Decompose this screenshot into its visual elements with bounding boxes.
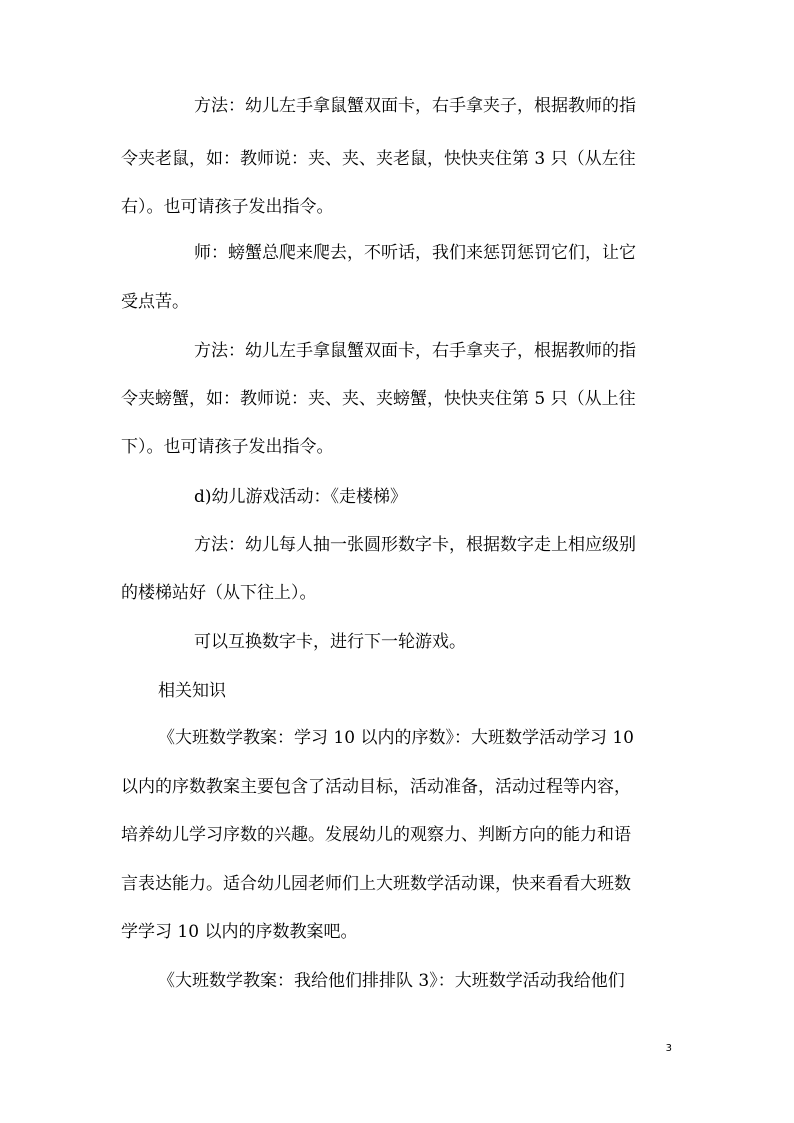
text-line: 方法：幼儿左手拿鼠蟹双面卡，右手拿夹子，根据教师的指 — [194, 96, 636, 116]
text-line: 受点苦。 — [121, 292, 189, 312]
text-line: d)幼儿游戏活动：《走楼梯》 — [194, 487, 408, 507]
text-line: 方法：幼儿左手拿鼠蟹双面卡，右手拿夹子，根据教师的指 — [194, 341, 636, 361]
text-line: 方法：幼儿每人抽一张圆形数字卡，根据数字走上相应级别 — [194, 535, 636, 555]
text-line: 《大班数学教案：我给他们排排队 3》：大班数学活动我给他们 — [158, 971, 625, 991]
text-line: 可以互换数字卡，进行下一轮游戏。 — [194, 632, 466, 652]
page-number: 3 — [665, 1043, 672, 1054]
text-line: 言表达能力。适合幼儿园老师们上大班数学活动课，快来看看大班数 — [121, 874, 631, 894]
text-line: 师：螃蟹总爬来爬去，不听话，我们来惩罚惩罚它们，让它 — [194, 243, 636, 263]
text-line: 令夹老鼠，如：教师说：夹、夹、夹老鼠，快快夹住第 3 只（从左往 — [121, 149, 636, 169]
text-line: 学学习 10 以内的序数教案吧。 — [121, 922, 358, 942]
text-line: 的楼梯站好（从下往上）。 — [121, 583, 317, 603]
text-line: 以内的序数教案主要包含了活动目标，活动准备，活动过程等内容， — [121, 777, 631, 797]
text-line: 下）。也可请孩子发出指令。 — [121, 437, 334, 457]
text-line: 右）。也可请孩子发出指令。 — [121, 197, 334, 217]
section-heading: 相关知识 — [158, 681, 226, 701]
text-line: 《大班数学教案：学习 10 以内的序数》：大班数学活动学习 10 — [158, 728, 634, 748]
text-line: 令夹螃蟹，如：教师说：夹、夹、夹螃蟹，快快夹住第 5 只（从上往 — [121, 389, 636, 409]
text-line: 培养幼儿学习序数的兴趣。发展幼儿的观察力、判断方向的能力和语 — [121, 825, 631, 845]
